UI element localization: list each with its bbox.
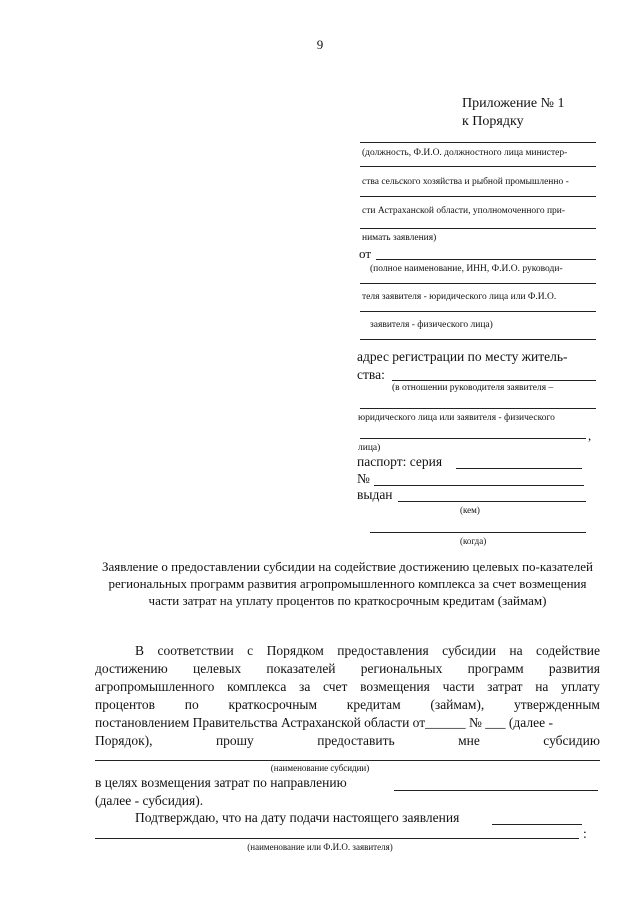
- word: Порядком: [266, 643, 324, 658]
- blank-line: [376, 259, 596, 260]
- blank-line: [360, 228, 596, 229]
- blank-line: [360, 311, 596, 312]
- blank-line: [492, 824, 582, 825]
- passport-number-label: №: [357, 471, 370, 486]
- address-note-3: лица): [358, 443, 381, 453]
- word: части: [442, 679, 475, 694]
- word: достижению: [95, 661, 168, 676]
- word: процентов: [95, 697, 156, 712]
- word: уплату: [561, 679, 600, 694]
- address-note-1: (в отношении руководителя заявителя –: [392, 383, 554, 393]
- address-label-2: ства:: [357, 367, 385, 382]
- blank-line: [360, 408, 596, 409]
- word: счет: [323, 679, 348, 694]
- blank-line: [392, 380, 596, 381]
- word: Порядок),: [95, 733, 153, 748]
- word: комплекса: [227, 679, 287, 694]
- blank-line: [394, 790, 598, 791]
- body-line-1: [135, 643, 600, 659]
- passport-issued-label: выдан: [357, 487, 393, 502]
- document-title: Заявление о предоставлении субсидии на содействие достижению целевых по-казателей региональных программ развития агропромышленного комплекса за счет возмещения части затрат на уплату процентов по краткосрочным кредитам (займам): [101, 559, 594, 608]
- page-number: 9: [316, 37, 324, 52]
- subsidy-caption: (наименование субсидии): [270, 763, 370, 773]
- word: показателей: [266, 661, 336, 676]
- dalee-text: (далее - субсидия).: [95, 793, 204, 808]
- word: агропромышленного: [95, 679, 215, 694]
- blank-line: [360, 196, 596, 197]
- word: возмещения: [360, 679, 430, 694]
- confirm-colon: :: [583, 826, 587, 841]
- word: предоставления: [337, 643, 429, 658]
- address-label-1: адрес регистрации по месту житель-: [357, 349, 568, 364]
- word: на: [509, 643, 523, 658]
- word: В: [135, 643, 145, 658]
- word: на: [535, 679, 549, 694]
- addressee-note-4: нимать заявления): [362, 233, 437, 243]
- addressee-note-1: (должность, Ф.И.О. должностного лица министер-: [362, 148, 568, 158]
- purpose-text: в целях возмещения затрат по направлению: [95, 775, 347, 790]
- blank-line: [360, 438, 586, 439]
- blank-line: [95, 760, 600, 761]
- blank-line: [95, 838, 579, 839]
- blank-line: [360, 142, 596, 143]
- word: затрат: [487, 679, 523, 694]
- issued-by-caption: (кем): [460, 505, 480, 515]
- word: содействие: [536, 643, 600, 658]
- appendix-heading: [462, 95, 565, 131]
- word: по: [184, 697, 199, 712]
- blank-line: [360, 166, 596, 167]
- appendix-line-1: Приложение № 1: [462, 96, 565, 111]
- word: предоставить: [317, 733, 395, 748]
- appendix-line-2: к Порядку: [462, 114, 524, 129]
- blank-line: [456, 468, 582, 469]
- applicant-note-3: заявителя - физического лица): [370, 320, 493, 330]
- address-note-2: юридического лица или заявителя - физического: [358, 413, 555, 423]
- word: мне: [458, 733, 480, 748]
- word: субсидии: [442, 643, 496, 658]
- word: целевых: [193, 661, 242, 676]
- blank-line: [360, 283, 596, 284]
- address-comma: ,: [588, 428, 592, 443]
- blank-line: [370, 532, 586, 533]
- from-label: от: [359, 246, 372, 261]
- confirm-text: Подтверждаю, что на дату подачи настоящего заявления: [135, 810, 460, 825]
- applicant-note-2: теля заявителя - юридического лица или Ф.И.О.: [362, 292, 557, 302]
- addressee-note-2: ства сельского хозяйства и рыбной промышленно -: [362, 177, 569, 187]
- word: региональных: [360, 661, 443, 676]
- body-line-5: постановлением Правительства Астраханской области от______ № ___ (далее -: [95, 715, 553, 730]
- word: утвержденным: [514, 697, 600, 712]
- word: за: [299, 679, 311, 694]
- word: субсидию: [543, 733, 600, 748]
- applicant-note-1: (полное наименование, ИНН, Ф.И.О. руководи-: [370, 264, 563, 274]
- word: с: [247, 643, 254, 658]
- body-line-3: [95, 679, 600, 695]
- word: программ: [467, 661, 524, 676]
- body-line-2: [95, 661, 600, 677]
- issued-when-caption: (когда): [460, 536, 487, 546]
- addressee-note-3: сти Астраханской области, уполномоченного при-: [362, 206, 566, 216]
- passport-series-label: паспорт: серия: [357, 454, 443, 469]
- word: краткосрочным: [228, 697, 318, 712]
- body-line-6: [95, 733, 600, 749]
- blank-line: [398, 501, 586, 502]
- word: соответствии: [157, 643, 234, 658]
- applicant-caption: (наименование или Ф.И.О. заявителя): [247, 842, 393, 852]
- word: развития: [548, 661, 600, 676]
- body-line-4: [95, 697, 600, 713]
- word: (займам),: [430, 697, 485, 712]
- blank-line: [374, 485, 584, 486]
- word: прошу: [215, 733, 254, 748]
- blank-line: [360, 339, 596, 340]
- word: кредитам: [346, 697, 401, 712]
